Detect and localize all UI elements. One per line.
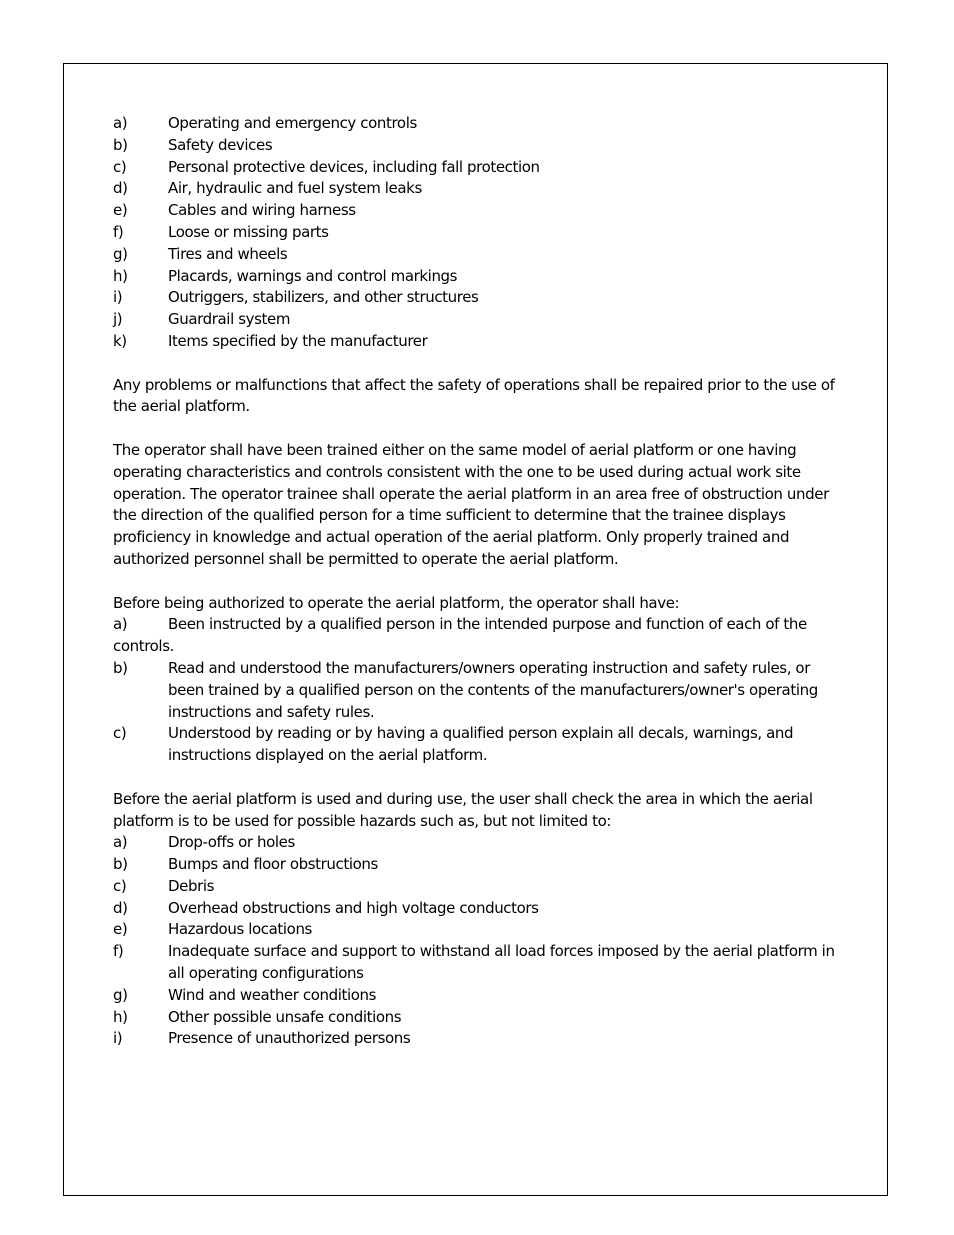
list-item: e) Cables and wiring harness [113, 201, 356, 220]
training-paragraph: The operator shall have been trained either on the same model of aerial platform or one having operating characteristics and controls consistent with the one to be used during actual work site operation. The operator trainee shall operate the aerial platform in an area free of obstruction under the direction of the qualified person for a time sufficient to determine that the trainee displays proficiency in knowledge and actual operation of the aerial platform. Only properly trained and authorized personnel shall be permitted to operate the aerial platform. [113, 440, 829, 568]
list-item: a) Drop-offs or holes [113, 833, 295, 852]
list-item: c) Understood by reading or by having a qualified person explain all decals, warnings, and instructions displayed on the aerial platform. [113, 724, 794, 765]
authorization-list [113, 614, 843, 767]
list-item: i) Outriggers, stabilizers, and other structures [113, 288, 479, 307]
list-item: j) Guardrail system [113, 310, 291, 329]
repair-paragraph: Any problems or malfunctions that affect the safety of operations shall be repaired prior to the use of the aerial platform. [113, 375, 835, 416]
hazard-check-intro: Before the aerial platform is used and during use, the user shall check the area in which the aerial platform is to be used for possible hazards such as, but not limited to: [113, 789, 813, 830]
list-item: h) Placards, warnings and control markings [113, 266, 458, 285]
list-item: i) Presence of unauthorized persons [113, 1029, 411, 1048]
list-item: b) Bumps and floor obstructions [113, 855, 378, 874]
list-item: k) Items specified by the manufacturer [113, 331, 428, 350]
hazard-list [113, 832, 843, 1050]
document-body [113, 113, 843, 1050]
list-item: a) Been instructed by a qualified person in the intended purpose and function of each of the controls. [113, 615, 807, 656]
list-item: b) Read and understood the manufacturers/owners operating instruction and safety rules, or been trained by a qualified person on the contents of the manufacturers/owner's operating instructions and safety rules. [113, 658, 818, 721]
list-item: c) Personal protective devices, including fall protection [113, 157, 540, 176]
list-item: e) Hazardous locations [113, 920, 312, 939]
authorization-intro: Before being authorized to operate the aerial platform, the operator shall have: [113, 593, 680, 612]
list-item: f) Inadequate surface and support to withstand all load forces imposed by the aerial platform in all operating configurations [113, 942, 835, 983]
list-item: g) Tires and wheels [113, 244, 288, 263]
list-item: g) Wind and weather conditions [113, 985, 377, 1004]
list-item: d) Overhead obstructions and high voltage conductors [113, 898, 539, 917]
list-item: b) Safety devices [113, 135, 273, 154]
list-item: h) Other possible unsafe conditions [113, 1007, 402, 1026]
inspection-list [113, 113, 843, 353]
list-item: a) Operating and emergency controls [113, 114, 417, 132]
list-item: f) Loose or missing parts [113, 222, 329, 241]
list-item: c) Debris [113, 876, 215, 895]
list-item: d) Air, hydraulic and fuel system leaks [113, 179, 422, 198]
